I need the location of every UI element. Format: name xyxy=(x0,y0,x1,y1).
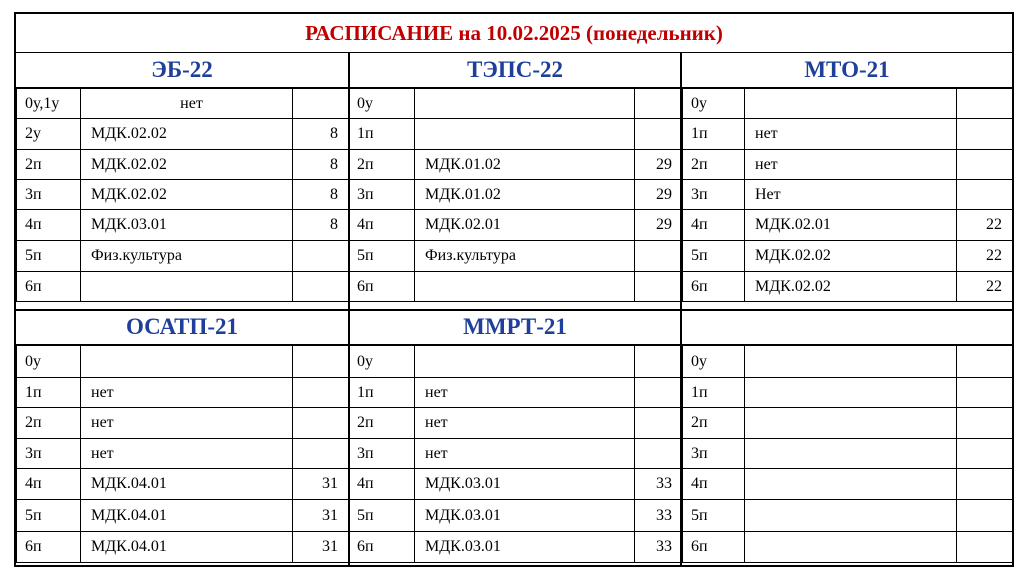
pair-cell: 2п xyxy=(683,408,745,439)
pair-cell: 6п xyxy=(349,272,415,302)
subject-cell: МДК.01.02 xyxy=(415,180,635,210)
group-header: ММРТ-21 xyxy=(348,310,682,345)
table-row xyxy=(683,241,1013,272)
subject-cell: МДК.02.01 xyxy=(745,210,957,241)
subject-cell xyxy=(415,89,635,119)
room-cell: 31 xyxy=(293,469,349,500)
room-cell: 22 xyxy=(957,241,1013,272)
table-row xyxy=(683,378,1013,408)
table-row xyxy=(17,180,349,210)
table-row xyxy=(349,241,683,272)
room-cell xyxy=(957,150,1013,180)
subject-cell: МДК.04.01 xyxy=(81,469,293,500)
row-separator xyxy=(16,309,1012,311)
table-row xyxy=(349,180,683,210)
pair-cell: 3п xyxy=(349,439,415,469)
pair-cell: 0у xyxy=(683,346,745,378)
subject-cell: Физ.культура xyxy=(81,241,293,272)
pair-cell: 3п xyxy=(683,439,745,469)
table-row xyxy=(349,469,683,500)
group-schedule-table xyxy=(682,345,1013,563)
subject-cell xyxy=(745,439,957,469)
room-cell xyxy=(957,500,1013,532)
table-row xyxy=(683,439,1013,469)
subject-cell: МДК.03.01 xyxy=(81,210,293,241)
table-row xyxy=(17,241,349,272)
group-schedule-table xyxy=(16,345,349,563)
table-row xyxy=(349,378,683,408)
group-schedule-table xyxy=(682,88,1013,302)
table-row xyxy=(683,150,1013,180)
pair-cell: 2п xyxy=(349,408,415,439)
room-cell xyxy=(635,272,683,302)
pair-cell: 5п xyxy=(349,241,415,272)
subject-cell: нет xyxy=(415,378,635,408)
table-row xyxy=(683,408,1013,439)
pair-cell: 1п xyxy=(683,119,745,150)
group-header: ОСАТП-21 xyxy=(16,310,348,345)
room-cell xyxy=(635,89,683,119)
room-cell: 22 xyxy=(957,210,1013,241)
room-cell xyxy=(293,89,349,119)
pair-cell: 6п xyxy=(683,272,745,302)
pair-cell: 4п xyxy=(17,469,81,500)
subject-cell xyxy=(745,469,957,500)
pair-cell: 6п xyxy=(349,532,415,563)
subject-cell xyxy=(745,346,957,378)
pair-cell: 5п xyxy=(683,500,745,532)
table-row xyxy=(17,408,349,439)
room-cell xyxy=(635,439,683,469)
table-row xyxy=(349,272,683,302)
table-row xyxy=(17,119,349,150)
pair-cell: 6п xyxy=(17,532,81,563)
subject-cell: нет xyxy=(415,439,635,469)
subject-cell: МДК.02.02 xyxy=(81,180,293,210)
subject-cell: нет xyxy=(81,378,293,408)
subject-cell xyxy=(745,408,957,439)
subject-cell: МДК.04.01 xyxy=(81,500,293,532)
table-row xyxy=(17,439,349,469)
subject-cell xyxy=(415,119,635,150)
subject-cell xyxy=(415,272,635,302)
room-cell: 29 xyxy=(635,210,683,241)
group-block-эб-22 xyxy=(16,53,348,310)
table-row xyxy=(349,210,683,241)
table-row xyxy=(17,210,349,241)
room-cell: 33 xyxy=(635,469,683,500)
table-row xyxy=(17,346,349,378)
subject-cell: МДК.02.02 xyxy=(745,272,957,302)
group-schedule-table xyxy=(348,88,683,302)
schedule-sheet xyxy=(14,12,1014,567)
room-cell xyxy=(635,408,683,439)
room-cell xyxy=(957,408,1013,439)
table-row xyxy=(683,119,1013,150)
group-block-empty xyxy=(682,310,1012,565)
room-cell: 31 xyxy=(293,500,349,532)
subject-cell: МДК.02.02 xyxy=(745,241,957,272)
pair-cell: 5п xyxy=(17,241,81,272)
table-row xyxy=(683,180,1013,210)
subject-cell: МДК.02.02 xyxy=(81,119,293,150)
pair-cell: 4п xyxy=(683,210,745,241)
pair-cell: 6п xyxy=(683,532,745,563)
room-cell xyxy=(635,119,683,150)
group-header: ЭБ-22 xyxy=(16,53,348,88)
room-cell: 8 xyxy=(293,150,349,180)
subject-cell: нет xyxy=(745,150,957,180)
table-row xyxy=(683,500,1013,532)
pair-cell: 3п xyxy=(349,180,415,210)
room-cell xyxy=(957,469,1013,500)
pair-cell: 0у xyxy=(17,346,81,378)
subject-cell xyxy=(81,346,293,378)
table-row xyxy=(349,346,683,378)
room-cell: 8 xyxy=(293,119,349,150)
room-cell xyxy=(957,378,1013,408)
pair-cell: 5п xyxy=(683,241,745,272)
table-row xyxy=(349,532,683,563)
table-row xyxy=(349,150,683,180)
table-row xyxy=(349,119,683,150)
subject-cell: нет xyxy=(745,119,957,150)
room-cell xyxy=(957,346,1013,378)
group-schedule-table xyxy=(16,88,349,302)
table-row xyxy=(349,439,683,469)
subject-cell xyxy=(745,500,957,532)
group-header: ТЭПС-22 xyxy=(348,53,682,88)
group-block-тэпс-22 xyxy=(348,53,682,310)
subject-cell: нет xyxy=(81,89,293,119)
pair-cell: 5п xyxy=(17,500,81,532)
room-cell xyxy=(635,241,683,272)
room-cell: 33 xyxy=(635,500,683,532)
room-cell xyxy=(957,180,1013,210)
pair-cell: 3п xyxy=(17,439,81,469)
schedule-title: РАСПИСАНИЕ на 10.02.2025 (понедельник) xyxy=(16,14,1012,53)
table-row xyxy=(17,500,349,532)
pair-cell: 1п xyxy=(683,378,745,408)
subject-cell: МДК.01.02 xyxy=(415,150,635,180)
subject-cell: МДК.03.01 xyxy=(415,500,635,532)
room-cell xyxy=(957,532,1013,563)
room-cell: 33 xyxy=(635,532,683,563)
room-cell xyxy=(293,346,349,378)
pair-cell: 1п xyxy=(349,378,415,408)
pair-cell: 2п xyxy=(17,150,81,180)
subject-cell: нет xyxy=(415,408,635,439)
pair-cell: 4п xyxy=(349,469,415,500)
pair-cell: 2у xyxy=(17,119,81,150)
room-cell xyxy=(635,346,683,378)
pair-cell: 0у xyxy=(683,89,745,119)
pair-cell: 4п xyxy=(683,469,745,500)
room-cell xyxy=(957,439,1013,469)
pair-cell: 5п xyxy=(349,500,415,532)
table-row xyxy=(683,210,1013,241)
room-cell xyxy=(293,378,349,408)
table-row xyxy=(17,272,349,302)
subject-cell: Физ.культура xyxy=(415,241,635,272)
table-row xyxy=(683,89,1013,119)
table-row xyxy=(17,532,349,563)
subject-cell: МДК.04.01 xyxy=(81,532,293,563)
table-row xyxy=(349,408,683,439)
table-row xyxy=(349,500,683,532)
pair-cell: 0у xyxy=(349,89,415,119)
subject-cell: МДК.03.01 xyxy=(415,532,635,563)
group-block-осатп-21 xyxy=(16,310,348,565)
pair-cell: 2п xyxy=(349,150,415,180)
room-cell: 29 xyxy=(635,150,683,180)
subject-cell: МДК.02.02 xyxy=(81,150,293,180)
subject-cell xyxy=(745,532,957,563)
subject-cell xyxy=(745,378,957,408)
subject-cell xyxy=(745,89,957,119)
table-row xyxy=(683,346,1013,378)
group-header: МТО-21 xyxy=(682,53,1012,88)
table-row xyxy=(683,272,1013,302)
room-cell: 29 xyxy=(635,180,683,210)
pair-cell: 1п xyxy=(17,378,81,408)
pair-cell: 4п xyxy=(349,210,415,241)
room-cell xyxy=(957,89,1013,119)
table-row xyxy=(17,150,349,180)
room-cell xyxy=(293,241,349,272)
subject-cell: МДК.02.01 xyxy=(415,210,635,241)
pair-cell: 3п xyxy=(683,180,745,210)
table-row xyxy=(17,469,349,500)
room-cell xyxy=(293,408,349,439)
group-header xyxy=(682,310,1012,345)
subject-cell: Нет xyxy=(745,180,957,210)
group-block-мто-21 xyxy=(682,53,1012,310)
table-row xyxy=(683,532,1013,563)
room-cell xyxy=(293,272,349,302)
room-cell: 8 xyxy=(293,210,349,241)
room-cell: 8 xyxy=(293,180,349,210)
pair-cell: 0у,1у xyxy=(17,89,81,119)
pair-cell: 0у xyxy=(349,346,415,378)
room-cell xyxy=(957,119,1013,150)
pair-cell: 4п xyxy=(17,210,81,241)
room-cell xyxy=(293,439,349,469)
room-cell xyxy=(635,378,683,408)
subject-cell: нет xyxy=(81,439,293,469)
table-row xyxy=(17,89,349,119)
table-row xyxy=(17,378,349,408)
subject-cell xyxy=(81,272,293,302)
group-block-ммрт-21 xyxy=(348,310,682,565)
pair-cell: 6п xyxy=(17,272,81,302)
pair-cell: 2п xyxy=(683,150,745,180)
subject-cell: нет xyxy=(81,408,293,439)
room-cell: 22 xyxy=(957,272,1013,302)
subject-cell xyxy=(415,346,635,378)
table-row xyxy=(683,469,1013,500)
pair-cell: 3п xyxy=(17,180,81,210)
group-schedule-table xyxy=(348,345,683,563)
pair-cell: 2п xyxy=(17,408,81,439)
table-row xyxy=(349,89,683,119)
pair-cell: 1п xyxy=(349,119,415,150)
room-cell: 31 xyxy=(293,532,349,563)
subject-cell: МДК.03.01 xyxy=(415,469,635,500)
